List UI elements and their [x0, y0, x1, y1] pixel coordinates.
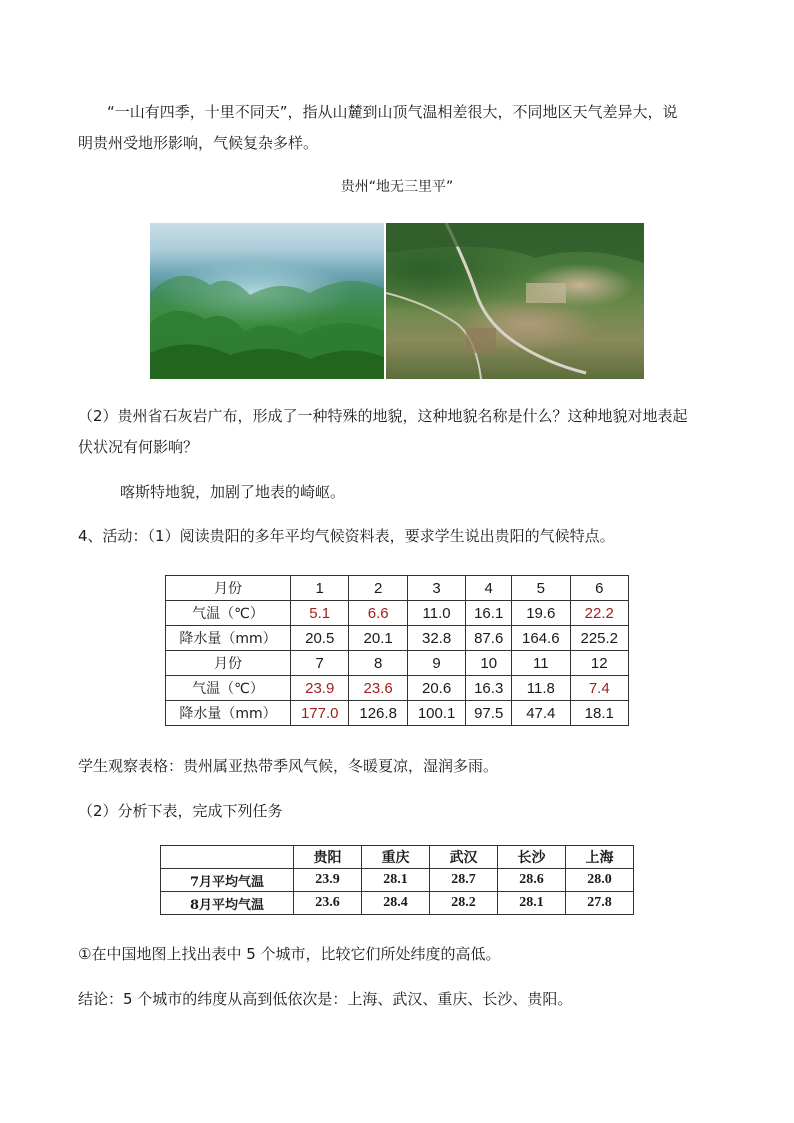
city-temperature-cell: 28.4	[362, 892, 430, 915]
question-2-line-1: （2）贵州省石灰岩广布，形成了一种特殊的地貌，这种地貌名称是什么？这种地貌对地表起	[78, 407, 688, 425]
observation-text: 学生观察表格：贵州属亚热带季风气候，冬暖夏凉，湿润多雨。	[78, 757, 499, 775]
climate-cell: 177.0	[291, 701, 349, 726]
climate-cell: 4	[466, 576, 512, 601]
climate-cell: 19.6	[512, 601, 570, 626]
climate-row-label: 气温（℃）	[166, 676, 291, 701]
climate-cell: 20.1	[349, 626, 407, 651]
city-temperature-cell: 28.6	[498, 869, 566, 892]
city-name-header: 贵阳	[294, 846, 362, 869]
climate-cell: 225.2	[570, 626, 628, 651]
intro-line-2: 明贵州受地形影响，气候复杂多样。	[78, 134, 319, 152]
climate-cell: 3	[407, 576, 465, 601]
city-name-header: 上海	[566, 846, 634, 869]
climate-cell: 2	[349, 576, 407, 601]
climate-row-label: 月份	[166, 576, 291, 601]
city-temperature-cell: 28.1	[362, 869, 430, 892]
climate-cell: 7	[291, 651, 349, 676]
climate-cell: 23.9	[291, 676, 349, 701]
climate-cell: 164.6	[512, 626, 570, 651]
city-temperature-cell: 23.6	[294, 892, 362, 915]
city-temperature-cell: 28.7	[430, 869, 498, 892]
climate-cell: 22.2	[570, 601, 628, 626]
city-temperature-cell: 28.1	[498, 892, 566, 915]
climate-cell: 16.3	[466, 676, 512, 701]
climate-table-row	[166, 676, 629, 701]
climate-cell: 8	[349, 651, 407, 676]
answer-2: 喀斯特地貌，加剧了地表的崎岖。	[120, 483, 346, 501]
climate-cell: 47.4	[512, 701, 570, 726]
climate-cell: 6.6	[349, 601, 407, 626]
city-table-row	[161, 892, 634, 915]
climate-cell: 20.6	[407, 676, 465, 701]
climate-cell: 10	[466, 651, 512, 676]
activity-4: 4、活动：（1）阅读贵阳的多年平均气候资料表，要求学生说出贵阳的气候特点。	[78, 527, 615, 545]
climate-cell: 23.6	[349, 676, 407, 701]
climate-table-row	[166, 651, 629, 676]
climate-cell: 5.1	[291, 601, 349, 626]
climate-cell: 11	[512, 651, 570, 676]
conclusion-text: 结论：5 个城市的纬度从高到低依次是：上海、武汉、重庆、长沙、贵阳。	[78, 990, 573, 1008]
climate-cell: 97.5	[466, 701, 512, 726]
climate-row-label: 月份	[166, 651, 291, 676]
climate-cell: 20.5	[291, 626, 349, 651]
climate-table-row	[166, 601, 629, 626]
task-2-heading: （2）分析下表，完成下列任务	[78, 802, 283, 820]
city-name-header: 重庆	[362, 846, 430, 869]
photo-caption: 贵州“地无三里平”	[340, 179, 454, 195]
climate-cell: 18.1	[570, 701, 628, 726]
city-name-header: 长沙	[498, 846, 566, 869]
climate-row-label: 降水量（mm）	[166, 701, 291, 726]
climate-row-label: 气温（℃）	[166, 601, 291, 626]
city-temperature-table	[160, 845, 634, 915]
task-item-1: ①在中国地图上找出表中 5 个城市，比较它们所处纬度的高低。	[78, 945, 501, 963]
climate-cell: 126.8	[349, 701, 407, 726]
climate-cell: 9	[407, 651, 465, 676]
climate-cell: 12	[570, 651, 628, 676]
city-temperature-cell: 27.8	[566, 892, 634, 915]
climate-cell: 11.0	[407, 601, 465, 626]
climate-table-row	[166, 701, 629, 726]
city-table-row	[161, 869, 634, 892]
city-temperature-cell: 28.0	[566, 869, 634, 892]
climate-cell: 32.8	[407, 626, 465, 651]
climate-table-row	[166, 626, 629, 651]
karst-mountains-photo	[150, 223, 384, 379]
climate-cell: 6	[570, 576, 628, 601]
city-table-corner	[161, 846, 294, 869]
city-row-label: 8月平均气温	[161, 892, 294, 915]
climate-table-row	[166, 576, 629, 601]
city-row-label: 7月平均气温	[161, 869, 294, 892]
question-2-line-2: 伏状况有何影响？	[78, 438, 199, 456]
climate-cell: 87.6	[466, 626, 512, 651]
city-name-header: 武汉	[430, 846, 498, 869]
climate-cell: 100.1	[407, 701, 465, 726]
city-temperature-cell: 28.2	[430, 892, 498, 915]
city-table-header-row	[161, 846, 634, 869]
climate-cell: 11.8	[512, 676, 570, 701]
climate-cell: 7.4	[570, 676, 628, 701]
intro-line-1: “一山有四季，十里不同天”，指从山麓到山顶气温相差很大，不同地区天气差异大，说	[107, 103, 678, 121]
climate-cell: 1	[291, 576, 349, 601]
climate-row-label: 降水量（mm）	[166, 626, 291, 651]
guiyang-climate-table	[165, 575, 629, 726]
climate-cell: 16.1	[466, 601, 512, 626]
climate-cell: 5	[512, 576, 570, 601]
city-temperature-cell: 23.9	[294, 869, 362, 892]
village-valley-photo	[386, 223, 644, 379]
